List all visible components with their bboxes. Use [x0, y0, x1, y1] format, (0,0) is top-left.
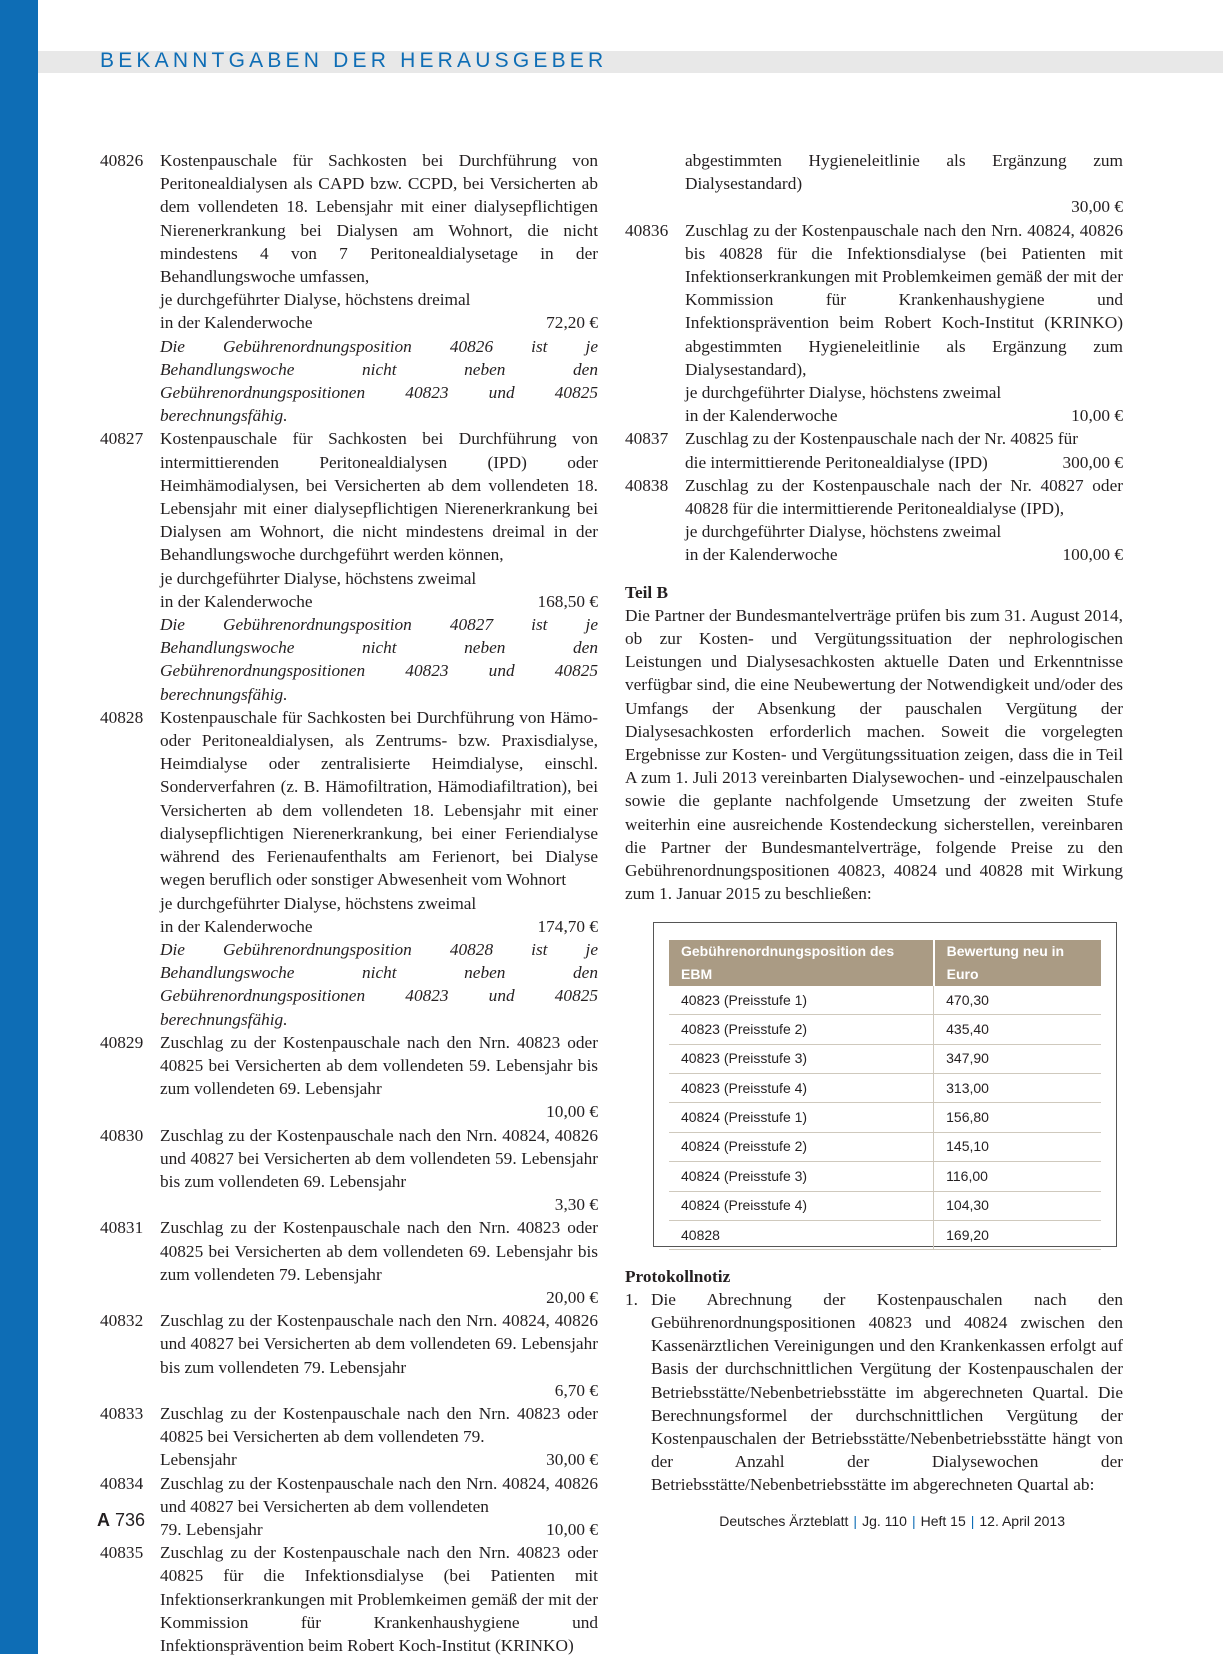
- fee-price: 6,70 €: [554, 1380, 598, 1400]
- table-cell-value: 313,00: [934, 1074, 1101, 1103]
- table-row: [669, 1221, 1101, 1250]
- table-cell-value: 156,80: [934, 1103, 1101, 1132]
- fee-code: 40830: [100, 1125, 144, 1145]
- table-cell-value: 104,30: [934, 1191, 1101, 1220]
- fee-price-line: [160, 1286, 598, 1309]
- table-header-value: Bewertung neu in Euro: [934, 940, 1101, 986]
- fee-price-line: [160, 311, 598, 334]
- publication-name: Deutsches Ärzteblatt: [719, 1513, 849, 1529]
- fee-note: Die Gebührenordnungsposition 40828 ist je Behandlungswoche nicht neben den Gebührenordnungspositionen 40823 und 40825 berechnungsfähig.: [160, 939, 598, 1029]
- fee-code: 40838: [625, 475, 669, 495]
- protokoll-number: 1.: [625, 1289, 638, 1309]
- fee-text: Zuschlag zu der Kostenpauschale nach den Nrn. 40823 oder 40825 für die Infektionsdialyse (bei Patienten mit Infektionserkrankungen mit Problemkeimen gemäß der mit der Kommission für Krankenhaushygiene und Infektionsprävention beim Robert Koch-Institut (KRINKO): [160, 1543, 598, 1655]
- fee-code: 40826: [100, 151, 144, 170]
- continuation-text: [625, 149, 1123, 219]
- fee-price: 20,00 €: [546, 1287, 598, 1307]
- fee-body: [685, 219, 1123, 428]
- fee-text: Kostenpauschale für Sachkosten bei Durchführung von Hämo- oder Peritonealdialysen, als Zentrums- bzw. Praxisdialyse, Heimdialyse oder zentralisierte Heimdialyse, einschl. Sonderverfahren (z. B. Hämofiltration, Hämodiafiltration), bei Versicherten ab dem vollendeten 18. Lebensjahr mit einer dialysepflichtigen Nierenerkrankung, bei einer Feriendialyse während des Ferienaufenthalts am Ferienort, bei Dialyse wegen beruflich oder sonstiger Abwesenheit vom Wohnort: [160, 707, 598, 890]
- fee-price-label: in der Kalenderwoche: [160, 916, 313, 936]
- right-column: [625, 149, 1123, 1497]
- fee-body: [160, 1216, 598, 1309]
- fee-entry: [100, 149, 598, 427]
- fee-entry: [100, 1402, 598, 1472]
- fee-price-line: [160, 1448, 598, 1471]
- fee-note: Die Gebührenordnungsposition 40826 ist je Behandlungswoche nicht neben den Gebührenordnungspositionen 40823 und 40825 berechnungsfähig.: [160, 336, 598, 426]
- fee-body: [685, 427, 1123, 473]
- fee-text: Kostenpauschale für Sachkosten bei Durchführung von Peritonealdialysen als CAPD bzw. CCPD, bei Versicherten ab dem vollendeten 18. Lebensjahr mit einer dialysepflichtigen Nierenerkrankung bei Dialysen am Wohnort, die nicht mindestens 4 von 7 Peritonealdialysetage in der Behandlungswoche umfassen,: [160, 151, 598, 287]
- fee-entry: [100, 1472, 598, 1542]
- fee-text: Kostenpauschale für Sachkosten bei Durchführung von intermittierenden Peritonealdialysen (IPD) oder Heimhämodialysen, bei Versicherten ab dem vollendeten 18. Lebensjahr mit einer dialysepflichtigen Nierenerkrankung bei Dialysen am Wohnort, die nicht mindestens dreimal in der Behandlungswoche durchgeführt werden können,: [160, 429, 598, 565]
- table-row: [669, 1132, 1101, 1161]
- fee-entry: [100, 427, 598, 705]
- table-cell-position: 40823 (Preisstufe 3): [669, 1044, 934, 1073]
- fee-price-line: [160, 1518, 598, 1541]
- fee-text: Zuschlag zu der Kostenpauschale nach den Nrn. 40823 oder 40825 bei Versicherten ab dem vollendeten 59. Lebensjahr bis zum vollendeten 69. Lebensjahr: [160, 1032, 598, 1099]
- fee-body: [685, 474, 1123, 567]
- table-row: [669, 1162, 1101, 1191]
- fee-body: [160, 1472, 598, 1542]
- fee-price-label: in der Kalenderwoche: [160, 313, 313, 333]
- table-cell-position: 40828: [669, 1221, 934, 1250]
- fee-code: 40831: [100, 1218, 144, 1238]
- left-column: [100, 149, 598, 1657]
- fee-text: je durchgeführter Dialyse, höchstens zweimal: [685, 383, 1002, 403]
- table-cell-value: 470,30: [934, 986, 1101, 1015]
- protokoll-text: Die Abrechnung der Kostenpauschalen nach den Gebührenordnungspositionen 40823 und 40824 zwischen den Kassenärztlichen Vereinigungen und den Krankenkassen erfolgt auf Basis der durchschnittlichen Vergütung der Kostenpauschalen der Betriebsstätte/Nebenbetriebsstätte im abgerechneten Quartal. Die Berechnungsformel der durchschnittlichen Vergütung der Kostenpauschalen der Betriebsstätte/Nebenbetriebsstätte hängt von der Anzahl der Dialysewochen der Betriebsstätte/Nebenbetriebsstätte im abgerechneten Quartal ab:: [651, 1289, 1123, 1495]
- fee-entry: [625, 427, 1123, 473]
- page-number-value: 736: [115, 1510, 146, 1530]
- table-cell-position: 40824 (Preisstufe 4): [669, 1191, 934, 1220]
- fee-text: je durchgeführter Dialyse, höchstens zweimal: [160, 568, 477, 588]
- fee-price-line: [160, 915, 598, 938]
- table-header-row: [669, 940, 1101, 986]
- teil-b-text: Die Partner der Bundesmantelverträge prüfen bis zum 31. August 2014, ob zur Kosten- und Vergütungssituation der nephrologischen Leistungen und Dialysesachkosten aktuelle Daten und Erkenntnisse verfügbar sind, die eine Neubewertung der Notwendigkeit und/oder des Umfangs der Absenkung der pauschalen Vergütung der Dialysesachkosten erforderlich machen. Soweit die vorgelegten Ergebnisse zur Kosten- und Vergütungssituation zeigen, dass die in Teil A zum 1. Juli 2013 vereinbarten Dialysewochen- und -einzelpauschalen sowie die geplante nachfolgende Umsetzung der zweiten Stufe weiterhin eine ausreichende Kostendeckung sicherstellen, vereinbaren die Partner der Bundesmantelverträge, folgende Preise zu den Gebührenordnungspositionen 40823, 40824 und 40828 mit Wirkung zum 1. Januar 2015 zu beschließen:: [625, 605, 1123, 904]
- publication-volume: Jg. 110: [862, 1513, 907, 1529]
- fee-entry: [625, 474, 1123, 567]
- table-cell-position: 40823 (Preisstufe 4): [669, 1074, 934, 1103]
- fee-code: 40828: [100, 707, 144, 727]
- fee-code: 40833: [100, 1403, 144, 1423]
- fee-price-label: in der Kalenderwoche: [160, 591, 313, 611]
- fee-price-line: [685, 451, 1123, 474]
- table-row: [669, 1103, 1101, 1132]
- protokoll-heading: Protokollnotiz: [625, 1266, 731, 1286]
- fee-price-line: [160, 1100, 598, 1123]
- fee-text: je durchgeführter Dialyse, höchstens zweimal: [685, 522, 1002, 542]
- fee-body: [160, 1541, 598, 1657]
- fee-note: Die Gebührenordnungsposition 40827 ist je Behandlungswoche nicht neben den Gebührenordnungspositionen 40823 und 40825 berechnungsfähig.: [160, 615, 598, 704]
- fee-code: 40837: [625, 429, 669, 449]
- page-prefix: A: [97, 1510, 110, 1530]
- fee-price: 72,20 €: [546, 313, 598, 333]
- fee-price: 174,70 €: [537, 916, 598, 936]
- table-row: [669, 1191, 1101, 1220]
- table-cell-value: 435,40: [934, 1015, 1101, 1044]
- table-cell-position: 40823 (Preisstufe 1): [669, 986, 934, 1015]
- fee-body: [160, 706, 598, 1031]
- fee-entry: [100, 1309, 598, 1402]
- fee-code: 40829: [100, 1032, 144, 1052]
- fee-text: je durchgeführter Dialyse, höchstens zweimal: [160, 893, 477, 913]
- fee-body: [160, 1402, 598, 1472]
- table-cell-position: 40824 (Preisstufe 3): [669, 1162, 934, 1191]
- section-header: BEKANNTGABEN DER HERAUSGEBER: [100, 49, 608, 72]
- table-row: [669, 1015, 1101, 1044]
- fee-price: 3,30 €: [554, 1195, 598, 1215]
- table-row: [669, 1044, 1101, 1073]
- fee-text: Zuschlag zu der Kostenpauschale nach der Nr. 40825 für: [685, 429, 1079, 449]
- right-entries: [625, 219, 1123, 567]
- fee-price-line: [685, 404, 1123, 427]
- fee-text: Zuschlag zu der Kostenpauschale nach den Nrn. 40824, 40826 und 40827 bei Versicherten ab dem vollendeten 59. Lebensjahr bis zum vollendeten 69. Lebensjahr: [160, 1125, 598, 1191]
- fee-entry: [100, 706, 598, 1031]
- fee-entry: [100, 1124, 598, 1217]
- fee-price: 168,50 €: [537, 591, 598, 611]
- table-cell-value: 145,10: [934, 1132, 1101, 1161]
- fee-price: 30,00 €: [546, 1450, 598, 1470]
- fee-body: [160, 1309, 598, 1402]
- fee-code: 40827: [100, 429, 144, 449]
- publication-info: Deutsches Ärzteblatt | Jg. 110 | Heft 15 | 12. April 2013: [719, 1513, 1065, 1529]
- fee-code: 40836: [625, 220, 669, 240]
- fee-entry: [100, 1031, 598, 1124]
- fee-text: je durchgeführter Dialyse, höchstens dreimal: [160, 290, 471, 310]
- fee-entry: [625, 219, 1123, 428]
- fee-price-label: Lebensjahr: [160, 1450, 237, 1470]
- teil-b-heading: Teil B: [625, 582, 669, 602]
- fee-text: Zuschlag zu der Kostenpauschale nach den Nrn. 40823 oder 40825 bei Versicherten ab dem vollendeten 69. Lebensjahr bis zum vollendeten 79. Lebensjahr: [160, 1218, 598, 1284]
- publication-date: 12. April 2013: [979, 1513, 1065, 1529]
- fee-body: [160, 1031, 598, 1124]
- fee-body: [160, 149, 598, 427]
- table-cell-value: 347,90: [934, 1044, 1101, 1073]
- fee-text: Zuschlag zu der Kostenpauschale nach den Nrn. 40824, 40826 bis 40828 für die Infektionsdialyse (bei Patienten mit Infektionserkrankungen mit Problemkeimen gemäß der mit der Kommission für Krankenhaushygiene und Infektionsprävention beim Robert Koch-Institut (KRINKO) abgestimmten Hygieneleitlinie als Ergänzung zum Dialysestandard),: [685, 220, 1123, 379]
- fee-body: [160, 1124, 598, 1217]
- fee-code: 40835: [100, 1543, 144, 1563]
- fee-price-label: in der Kalenderwoche: [685, 406, 838, 426]
- table-cell-value: 116,00: [934, 1162, 1101, 1191]
- fee-text: Zuschlag zu der Kostenpauschale nach der Nr. 40827 oder 40828 für die intermittierende Peritonealdialyse (IPD),: [685, 475, 1123, 519]
- price-table-frame: [653, 922, 1117, 1247]
- fee-price: 10,00 €: [1071, 406, 1123, 426]
- fee-code: 40834: [100, 1473, 144, 1493]
- fee-entry: [100, 1216, 598, 1309]
- page-number: [97, 1510, 145, 1531]
- fee-price: 300,00 €: [1062, 452, 1123, 472]
- continuation-price: 30,00 €: [1071, 197, 1123, 217]
- fee-price: 10,00 €: [546, 1519, 598, 1539]
- fee-price-label: die intermittierende Peritonealdialyse (IPD): [685, 452, 988, 472]
- fee-text: Zuschlag zu der Kostenpauschale nach den Nrn. 40823 oder 40825 bei Versicherten ab dem vollendeten 79.: [160, 1403, 598, 1447]
- table-cell-position: 40823 (Preisstufe 2): [669, 1015, 934, 1044]
- table-cell-position: 40824 (Preisstufe 2): [669, 1132, 934, 1161]
- fee-price: 100,00 €: [1062, 545, 1123, 565]
- fee-price-line: [160, 1379, 598, 1402]
- fee-price-label: 79. Lebensjahr: [160, 1519, 263, 1539]
- table-header-position: Gebührenordnungsposition des EBM: [669, 940, 934, 986]
- protokoll-item: [625, 1288, 1123, 1497]
- fee-price: 10,00 €: [546, 1102, 598, 1122]
- table-cell-value: 169,20: [934, 1221, 1101, 1250]
- price-table: [669, 940, 1101, 1251]
- fee-entry: [100, 1541, 598, 1657]
- fee-text: Zuschlag zu der Kostenpauschale nach den Nrn. 40824, 40826 und 40827 bei Versicherten ab dem vollendeten: [160, 1473, 598, 1516]
- continuation-line: abgestimmten Hygieneleitlinie als Ergänzung zum Dialysestandard): [685, 151, 1123, 194]
- fee-body: [160, 427, 598, 705]
- fee-price-line: [160, 590, 598, 613]
- fee-text: Zuschlag zu der Kostenpauschale nach den Nrn. 40824, 40826 und 40827 bei Versicherten ab dem vollendeten 69. Lebensjahr bis zum vollendeten 79. Lebensjahr: [160, 1311, 598, 1377]
- protokoll-list: [625, 1288, 1123, 1497]
- table-row: [669, 986, 1101, 1015]
- fee-price-label: in der Kalenderwoche: [685, 545, 838, 565]
- table-row: [669, 1074, 1101, 1103]
- publication-issue: Heft 15: [920, 1513, 966, 1529]
- table-cell-position: 40824 (Preisstufe 1): [669, 1103, 934, 1132]
- fee-code: 40832: [100, 1311, 144, 1331]
- fee-price-line: [160, 1193, 598, 1216]
- left-accent-bar: [0, 0, 38, 1654]
- fee-price-line: [685, 543, 1123, 566]
